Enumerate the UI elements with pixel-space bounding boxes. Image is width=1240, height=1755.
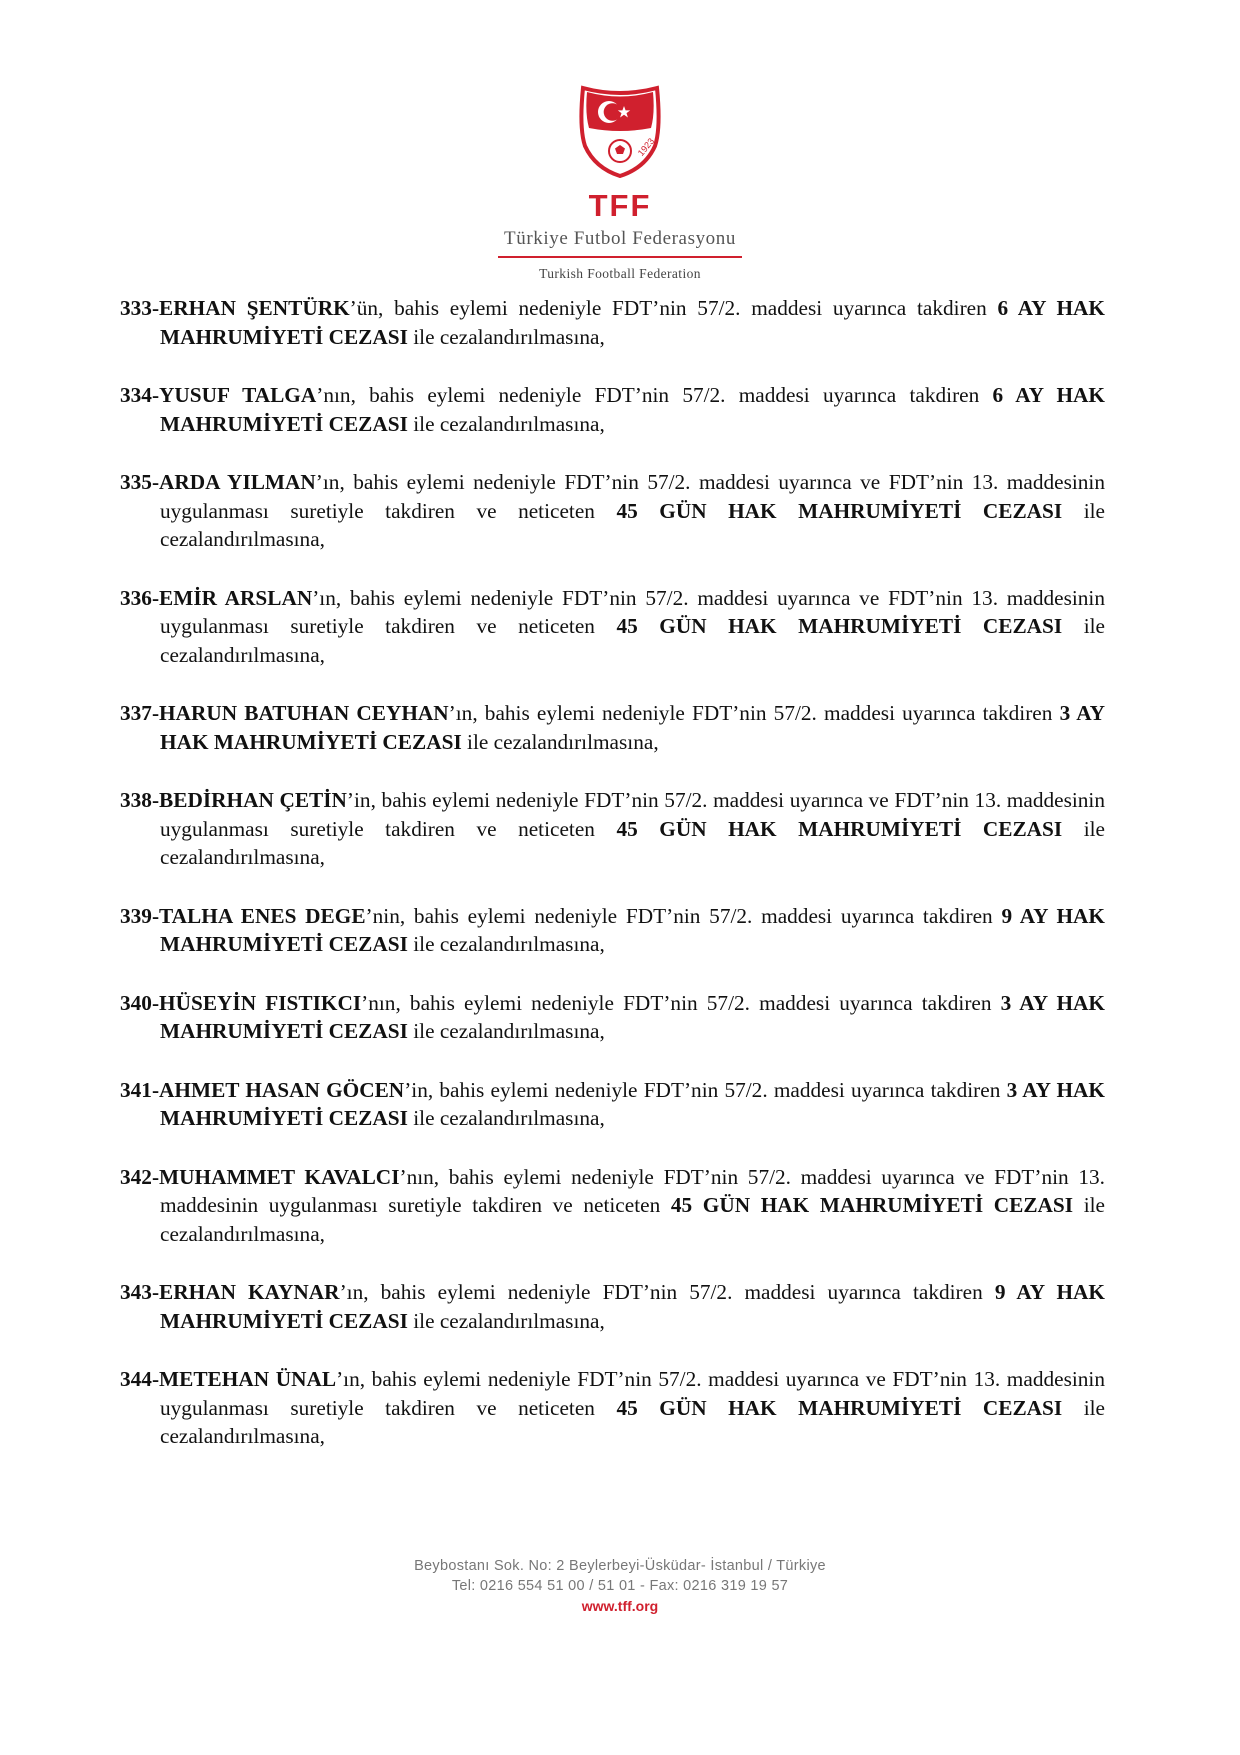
emblem-year: 1923 bbox=[635, 136, 657, 158]
person-name: ERHAN ŞENTÜRK bbox=[159, 296, 350, 320]
decision-text-end: ile cezalandırılmasına, bbox=[461, 729, 659, 754]
federation-name-tr: Türkiye Futbol Federasyonu bbox=[504, 228, 736, 249]
person-name: ARDA YILMAN bbox=[159, 470, 316, 494]
decision-number: 337- bbox=[120, 701, 160, 725]
decision-text-end: ile cezalandırılmasına, bbox=[407, 324, 605, 349]
penalty: 45 GÜN HAK MAHRUMİYETİ CEZASI bbox=[670, 1193, 1074, 1217]
decision-number: 334- bbox=[120, 383, 160, 407]
tff-crest-icon bbox=[577, 84, 663, 178]
decision-number: 342- bbox=[120, 1164, 160, 1189]
decision-item bbox=[120, 989, 1105, 1046]
person-name: MUHAMMET KAVALCI bbox=[159, 1164, 400, 1189]
penalty: 9 AY HAK MAHRUMİYETİ CEZASI bbox=[160, 903, 1105, 956]
decision-number: 338- bbox=[120, 788, 160, 812]
decision-item bbox=[120, 1365, 1105, 1451]
name-suffix: ’in bbox=[346, 788, 371, 812]
decision-number: 333- bbox=[120, 296, 160, 320]
footer-address: Beybostanı Sok. No: 2 Beylerbeyi-Üsküdar- İstanbul / Türkiye bbox=[414, 1558, 826, 1574]
footer-phone: Tel: 0216 554 51 00 / 51 01 - Fax: 0216 319 19 57 bbox=[451, 1578, 789, 1594]
decision-number: 336- bbox=[120, 585, 160, 610]
decision-item bbox=[120, 584, 1105, 670]
decision-item bbox=[120, 902, 1105, 959]
name-suffix: ’ın bbox=[315, 470, 340, 494]
decision-text: , bahis eylemi nedeniyle FDT’nin 57/2. maddesi uyarınca ve FDT’nin 13. maddesinin uygulanması suretiyle takdiren ve neticeten bbox=[160, 1164, 1105, 1217]
name-suffix: ’ın bbox=[336, 1367, 360, 1391]
person-name: AHMET HASAN GÖCEN bbox=[159, 1077, 405, 1102]
person-name: EMİR ARSLAN bbox=[159, 585, 313, 610]
name-suffix: ’nin bbox=[365, 903, 400, 928]
penalty: 6 AY HAK MAHRUMİYETİ CEZASI bbox=[160, 296, 1105, 349]
decision-number: 344- bbox=[120, 1367, 160, 1391]
decision-number: 340- bbox=[120, 990, 160, 1015]
decision-text: , bahis eylemi nedeniyle FDT’nin 57/2. maddesi uyarınca ve FDT’nin 13. maddesinin uygulanması suretiyle takdiren ve neticeten bbox=[160, 470, 1105, 523]
decision-number: 335- bbox=[120, 470, 160, 494]
decision-text-end: ile cezalandırılmasına, bbox=[407, 411, 605, 436]
decision-item bbox=[120, 294, 1105, 351]
penalty: 45 GÜN HAK MAHRUMİYETİ CEZASI bbox=[616, 498, 1063, 523]
person-name: BEDİRHAN ÇETİN bbox=[159, 788, 347, 812]
decision-text: , bahis eylemi nedeniyle FDT’nin 57/2. maddesi uyarınca takdiren bbox=[472, 701, 1060, 725]
decision-text-end: ile cezalandırılmasına, bbox=[160, 1395, 1105, 1448]
decision-text: , bahis eylemi nedeniyle FDT’nin 57/2. maddesi uyarınca ve FDT’nin 13. maddesinin uygulanması suretiyle takdiren ve neticeten bbox=[160, 1367, 1105, 1420]
decision-list bbox=[120, 294, 1105, 1481]
name-suffix: ’ın bbox=[339, 1280, 364, 1304]
footer-website-link[interactable]: www.tff.org bbox=[581, 1598, 659, 1614]
penalty: 45 GÜN HAK MAHRUMİYETİ CEZASI bbox=[616, 1395, 1063, 1420]
tff-acronym: TFF bbox=[588, 188, 652, 223]
decision-item bbox=[120, 699, 1105, 756]
name-suffix: ’ın bbox=[448, 701, 473, 725]
penalty: 45 GÜN HAK MAHRUMİYETİ CEZASI bbox=[616, 816, 1063, 841]
name-suffix: ’ın bbox=[312, 585, 336, 610]
decision-text: , bahis eylemi nedeniyle FDT’nin 57/2. maddesi uyarınca ve FDT’nin 13. maddesinin uygulanması suretiyle takdiren ve neticeten bbox=[160, 788, 1105, 841]
decision-item bbox=[120, 1278, 1105, 1335]
penalty: 3 AY HAK MAHRUMİYETİ CEZASI bbox=[160, 990, 1105, 1043]
decision-item bbox=[120, 1076, 1105, 1133]
decision-number: 339- bbox=[120, 903, 160, 928]
decision-text-end: ile cezalandırılmasına, bbox=[160, 1193, 1105, 1246]
decision-text-end: ile cezalandırılmasına, bbox=[160, 498, 1105, 551]
decision-item bbox=[120, 786, 1105, 872]
decision-number: 343- bbox=[120, 1280, 160, 1304]
decision-text: , bahis eylemi nedeniyle FDT’nin 57/2. maddesi uyarınca ve FDT’nin 13. maddesinin uygulanması suretiyle takdiren ve neticeten bbox=[160, 585, 1105, 638]
name-suffix: ’ün bbox=[349, 296, 379, 320]
decision-text: , bahis eylemi nedeniyle FDT’nin 57/2. maddesi uyarınca takdiren bbox=[399, 903, 1002, 928]
decision-text-end: ile cezalandırılmasına, bbox=[407, 1019, 605, 1043]
person-name: YUSUF TALGA bbox=[159, 383, 317, 407]
page-footer bbox=[0, 1558, 1240, 1614]
tff-logo bbox=[0, 84, 1240, 282]
decision-text: , bahis eylemi nedeniyle FDT’nin 57/2. maddesi uyarınca takdiren bbox=[427, 1077, 1007, 1102]
decision-text-end: ile cezalandırılmasına, bbox=[160, 614, 1105, 667]
penalty: 45 GÜN HAK MAHRUMİYETİ CEZASI bbox=[616, 614, 1063, 638]
decision-text-end: ile cezalandırılmasına, bbox=[407, 932, 605, 956]
person-name: HÜSEYİN FISTIKCI bbox=[159, 990, 362, 1015]
name-suffix: ’nın bbox=[316, 383, 351, 407]
person-name: METEHAN ÜNAL bbox=[159, 1367, 337, 1391]
decision-text-end: ile cezalandırılmasına, bbox=[407, 1106, 605, 1130]
decision-number: 341- bbox=[120, 1077, 160, 1102]
penalty: 9 AY HAK MAHRUMİYETİ CEZASI bbox=[160, 1280, 1105, 1333]
decision-text: , bahis eylemi nedeniyle FDT’nin 57/2. maddesi uyarınca takdiren bbox=[363, 1280, 995, 1304]
name-suffix: ’nın bbox=[399, 1164, 434, 1189]
person-name: HARUN BATUHAN CEYHAN bbox=[159, 701, 449, 725]
decision-item bbox=[120, 468, 1105, 554]
penalty: 6 AY HAK MAHRUMİYETİ CEZASI bbox=[160, 383, 1105, 436]
name-suffix: ’nın bbox=[361, 990, 396, 1015]
person-name: ERHAN KAYNAR bbox=[159, 1280, 340, 1304]
name-suffix: ’in bbox=[404, 1077, 428, 1102]
decision-item bbox=[120, 381, 1105, 438]
decision-item bbox=[120, 1163, 1105, 1249]
decision-text: , bahis eylemi nedeniyle FDT’nin 57/2. maddesi uyarınca takdiren bbox=[395, 990, 1001, 1015]
decision-text-end: ile cezalandırılmasına, bbox=[407, 1308, 605, 1333]
decision-text: , bahis eylemi nedeniyle FDT’nin 57/2. maddesi uyarınca takdiren bbox=[378, 296, 998, 320]
federation-name-en: Turkish Football Federation bbox=[539, 266, 701, 281]
header-divider bbox=[498, 256, 742, 258]
penalty: 3 AY HAK MAHRUMİYETİ CEZASI bbox=[160, 1077, 1105, 1130]
decision-text-end: ile cezalandırılmasına, bbox=[160, 816, 1105, 869]
decision-text: , bahis eylemi nedeniyle FDT’nin 57/2. maddesi uyarınca takdiren bbox=[350, 383, 993, 407]
penalty: 3 AY HAK MAHRUMİYETİ CEZASI bbox=[160, 701, 1105, 754]
person-name: TALHA ENES DEGE bbox=[159, 903, 366, 928]
